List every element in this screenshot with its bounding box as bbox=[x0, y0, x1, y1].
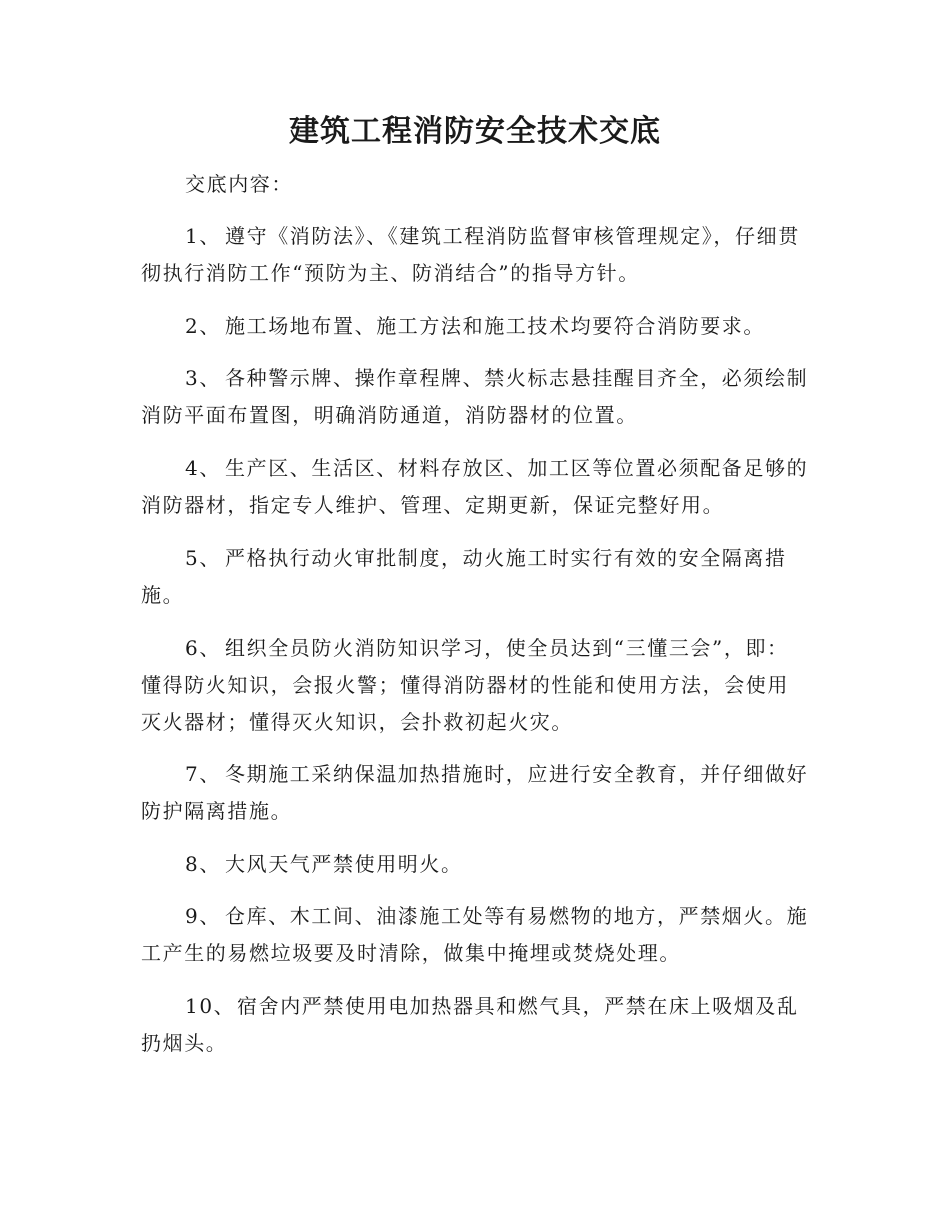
item-number: 8、 bbox=[185, 852, 221, 876]
document-title: 建筑工程消防安全技术交底 bbox=[289, 114, 661, 149]
item-number: 6、 bbox=[185, 636, 221, 660]
item-text: 遵守《消防法》、《建筑工程消防监督审核管理规定》，仔细贯彻执行消防工作“预防为主、防消结合”的指导方针。 bbox=[141, 224, 800, 285]
item-text: 生产区、生活区、材料存放区、加工区等位置必须配备足够的消防器材，指定专人维护、管理、定期更新，保证完整好用。 bbox=[141, 456, 809, 517]
item-number: 5、 bbox=[185, 546, 221, 570]
list-item bbox=[141, 360, 809, 434]
list-item bbox=[141, 898, 809, 972]
item-number: 2、 bbox=[185, 314, 221, 338]
list-item bbox=[141, 308, 809, 345]
item-text: 严格执行动火审批制度，动火施工时实行有效的安全隔离措施。 bbox=[141, 546, 787, 607]
item-text: 仓库、木工间、油漆施工处等有易燃物的地方，严禁烟火。施工产生的易燃垃圾要及时清除，做集中掩埋或焚烧处理。 bbox=[141, 904, 809, 965]
list-item bbox=[141, 450, 809, 524]
list-item bbox=[141, 218, 809, 292]
item-number: 3、 bbox=[185, 366, 221, 390]
item-number: 10、 bbox=[185, 994, 236, 1018]
item-number: 7、 bbox=[185, 762, 221, 786]
item-text: 各种警示牌、操作章程牌、禁火标志悬挂醒目齐全，必须绘制消防平面布置图，明确消防通道，消防器材的位置。 bbox=[141, 366, 809, 427]
list-item bbox=[141, 756, 809, 830]
intro-text: 交底内容： bbox=[185, 172, 293, 196]
item-text: 大风天气严禁使用明火。 bbox=[225, 852, 463, 876]
list-item bbox=[141, 540, 809, 614]
list-item bbox=[141, 846, 809, 883]
item-text: 组织全员防火消防知识学习，使全员达到“三懂三会”，即：懂得防火知识，会报火警；懂得消防器材的性能和使用方法，会使用灭火器材；懂得灭火知识，会扑救初起火灾。 bbox=[141, 636, 789, 734]
item-text: 冬期施工采纳保温加热措施时，应进行安全教育，并仔细做好防护隔离措施。 bbox=[141, 762, 809, 823]
item-number: 9、 bbox=[185, 904, 221, 928]
item-text: 宿舍内严禁使用电加热器具和燃气具，严禁在床上吸烟及乱扔烟头。 bbox=[141, 994, 799, 1055]
item-text: 施工场地布置、施工方法和施工技术均要符合消防要求。 bbox=[225, 314, 765, 338]
item-number: 4、 bbox=[185, 456, 221, 480]
list-item bbox=[141, 630, 809, 741]
list-item bbox=[141, 988, 809, 1062]
item-number: 1、 bbox=[185, 224, 221, 248]
